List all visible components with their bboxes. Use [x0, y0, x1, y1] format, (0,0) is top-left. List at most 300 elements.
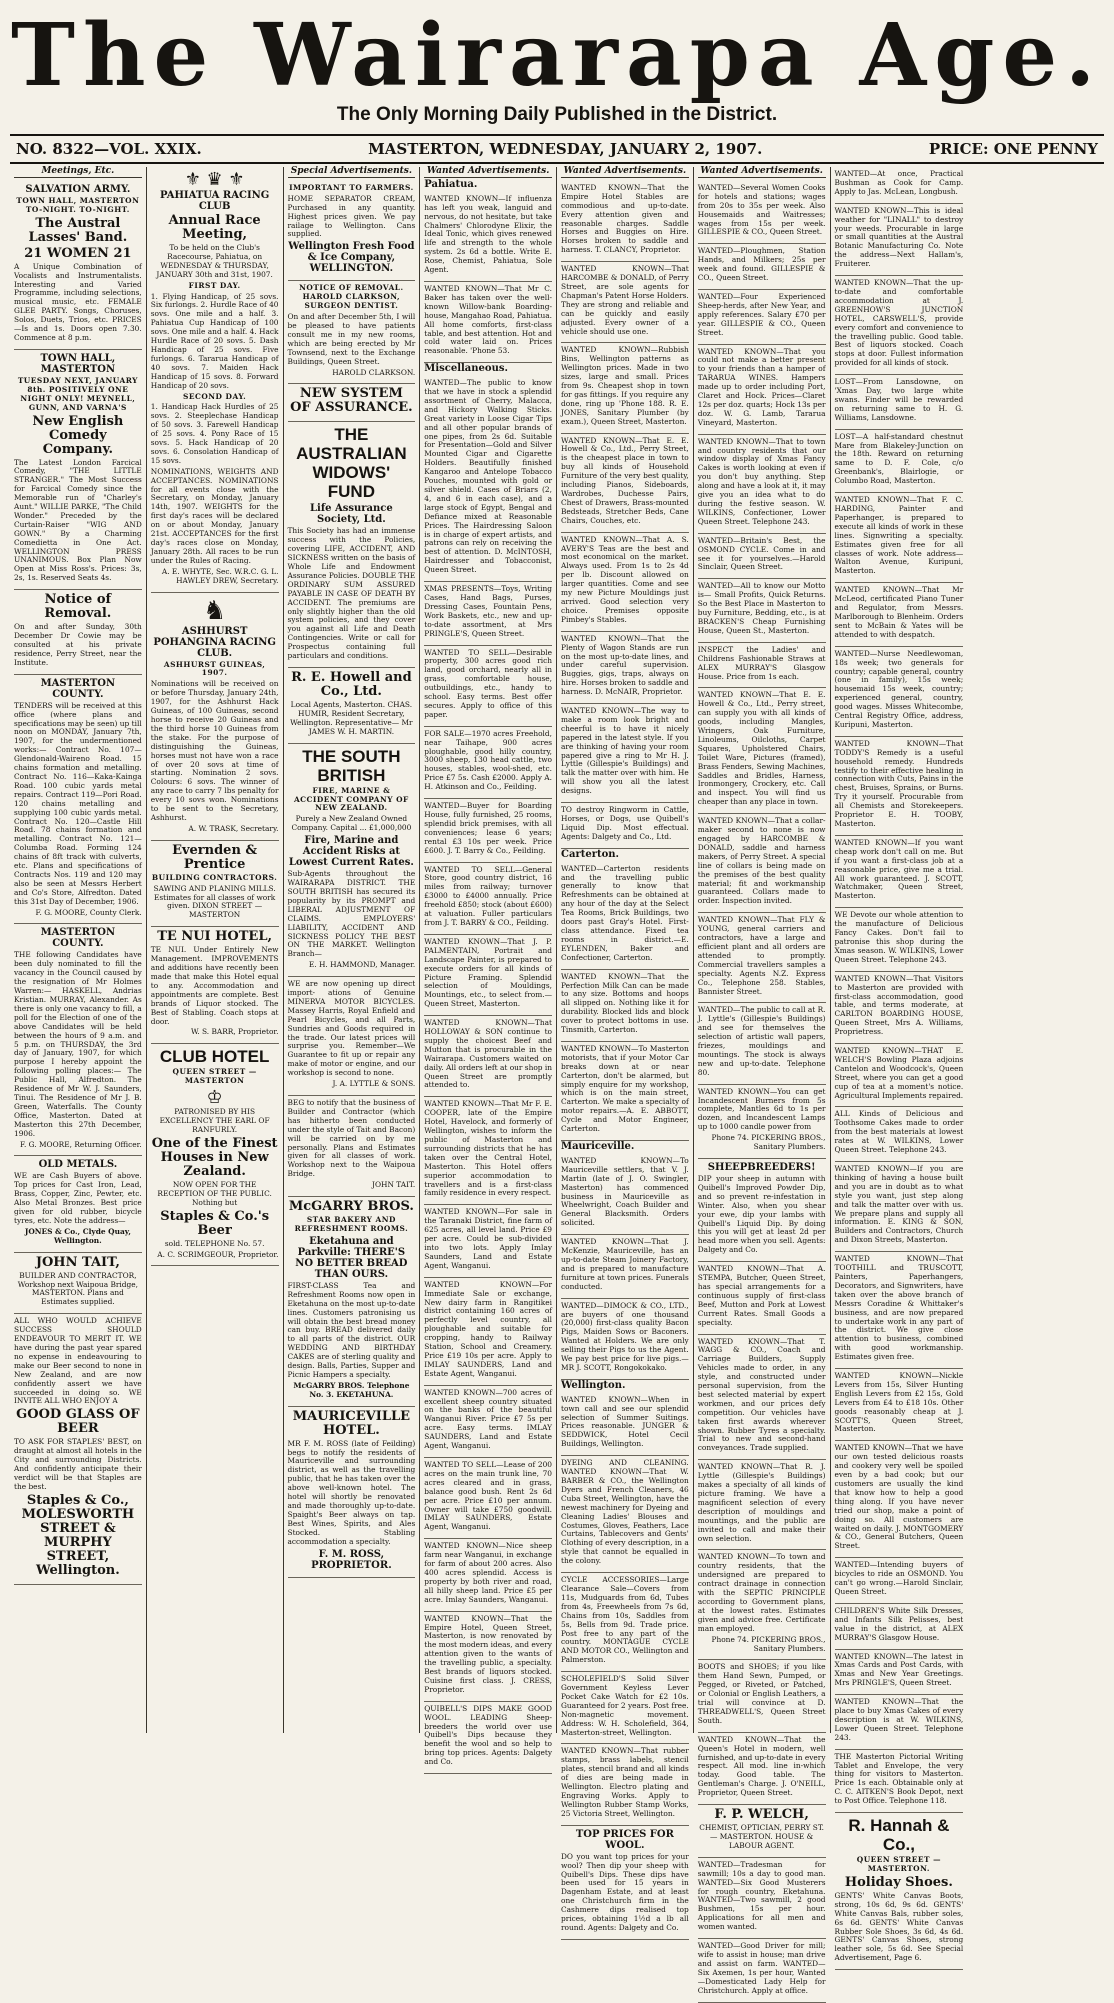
advertisement	[288, 281, 416, 384]
ad-text: SCHOLEFIELD'S Solid Silver Government Keyless Lever Pocket Cake Watch for £2 10s. Guaranteed for 2 years. Post free. Non-magnetic movement. Address: W. H. Scholefield, 364, Masterton-street, Wellington.	[561, 1674, 689, 1737]
ad-signature: A. W. TRASK, Secretary.	[188, 823, 279, 833]
ad-text: WANTED KNOWN—That we have our own tested delicious roasts and cookery very well be spoiled even by a bad cook; but our customers are usually the kind that know how to help a good thing along. If you have never tried our shop, make a point of doing so. All customers are waited on daily. J. MONTGOMERY & CO., General Butchers, Queen Street.	[834, 1443, 964, 1551]
advertisement	[835, 647, 964, 737]
ad-text: NOMINATIONS, WEIGHTS AND ACCEPTANCES. NOMINATIONS for all events close with the Secretary, on Monday, January 14th, 1907. WEIGHTS for the first day's races will be declared on or about Monday, January 21st. ACCEPTANCES for the first day's races close on Monday, January 28th. All races to be run under the Rules of Racing.	[150, 466, 279, 565]
advertisement	[698, 181, 826, 244]
advertisement	[14, 350, 142, 590]
advertisement	[561, 1744, 689, 1825]
advertisement	[698, 290, 826, 345]
masthead-subtitle: The Only Morning Daily Published in the District.	[336, 104, 778, 125]
advertisement	[151, 927, 279, 1044]
ad-text: WANTED TO SELL—Desirable property, 300 acres good rich land, good orchard, nearly all in grass, comfortable house, outbuildings, etc., handy to school. Easy terms. Best offer secures. Apply to office of this paper.	[424, 647, 552, 719]
ad-text: WANTED TO SELL—Lease of 200 acres on the main trunk line, 70 acres cleared and in grass, balance good bush. Rent 2s 6d per acre. Price £10 per annum. Owner will take £750 goodwill. IMLAY SAUNDERS, Estate Agent, Wanganui.	[424, 1460, 552, 1532]
ad-text: WANTED KNOWN—That TODDY'S Remedy is a useful household remedy. Hundreds testify to their effective healing in connection with Cuts, Pains in the chest, Bruises, Sprains, or Burns. Try it yourself. Procurable from all Chemists and Storekeepers. Proprietor E. H. TOOBY, Masterton.	[834, 738, 964, 828]
advertisement	[14, 675, 142, 925]
place-date: MASTERTON, WEDNESDAY, JANUARY 2, 1907.	[368, 140, 763, 158]
ad-text: Sub-Agents throughout the WAIRARAPA DISTRICT. THE SOUTH BRITISH has secured its popularity by its PROMPT and LIBERAL ADJUSTMENT OF CLAIMS. EMPLOYERS' LIABILITY, ACCIDENT AND SICKNESS POLICY THE BEST ON THE MARKET. Wellington Branch—	[287, 869, 416, 959]
ad-signature: J. A. LYTTLE & SONS.	[332, 1079, 416, 1089]
ad-text: A Unique Combination of Vocalists and Instrumentalists. Interesting and Varied Programme, including selections, musical music, etc. FEMALE GLEE PARTY. Songs, Choruses, Solos, Duets, Trios, etc. PRICES—Is and 1s. Doors open 7.30. Commence at 8 p.m.	[14, 261, 142, 342]
advertisement	[424, 1386, 552, 1458]
advertisement	[835, 1604, 964, 1650]
ad-text: CYCLE ACCESSORIES—Large Clearance Sale—Covers from 11s, Mudguards from 6d, Tubes from 4s, Freewheels from 7s 6d, Chains from 10s, Saddles from 5s, Bells from 9d. Trade price. Post free to any part of the country. MONTAGUE CYCLE AND MOTOR CO., Wellington and Palmerston.	[561, 1575, 689, 1665]
ad-text: WANTED KNOWN—That HOLLOWAY & SON continue to supply the choicest Beef and Mutton that is procurable in the Wairarapa. Customers waited on daily. All orders left at our shop in Queen Street are promptly attended to.	[424, 1018, 552, 1090]
ad-text: ALL WHO WOULD ACHIEVE SUCCESS SHOULD ENDEAVOUR TO MERIT IT. WE have during the past year spared no expense in endeavouring to make our Beer second to none in New Zealand, and are now confidently assert we have succeeded in doing so. WE INVITE ALL WHO ENJOY A	[14, 1316, 142, 1406]
advertisement	[561, 1299, 689, 1380]
advertisement	[698, 435, 826, 534]
ad-text: WANTED KNOWN—That TOOTHILL and TRUSCOTT, Painters, Paperhangers, Decorators, and Signwriters, have taken over the above branch of Messrs Coradine & Whittaker's business, and are now prepared to undertake work in any part of the district. We give close attention to business, combined with good workmanship. Estimates given free.	[834, 1254, 964, 1362]
ad-signature: McGARRY BROS. Telephone No. 3. EKETAHUNA.	[293, 1380, 410, 1399]
ad-text: WANTED—Good Driver for mill; wife to assist in house; man drive and assist on farm. WANTED—Six Axemen, 1s per hour, Wanted—Domesticated Lady Help for Christchurch. Apply at office.	[697, 1941, 826, 1995]
advertisement	[424, 1278, 552, 1386]
advertisement	[835, 908, 964, 971]
advertisement	[835, 430, 964, 493]
column-heading: Meetings, Etc.	[14, 167, 142, 178]
advertisement	[424, 1702, 552, 1774]
ad-title: THE AUSTRALIAN WIDOWS' FUND	[296, 425, 407, 502]
advertisement	[288, 977, 416, 1096]
ad-text: 1. Handicap Hack Hurdles of 25 sovs. 2. Steeplechase Handicap of 50 sovs. 3. Farewell Handicap of 25 sovs. 4. Pony Race of 15 sovs. 5. Hack Handicap of 20 sovs. 6. Consolation Handicap of 15 sovs.	[150, 402, 279, 465]
ad-text: WANTED KNOWN—That A. S. AVERY'S Teas are the best and most economical on the market. Always used. From 1s to 2s 4d per lb. Discount allowed on larger quantities. Come and see my new Picture Mouldings just arrived. Good selection very choice. Premises opposite Pimbey's Stables.	[561, 534, 689, 624]
ad-title: TOP PRICES FOR WOOL.	[575, 1828, 674, 1851]
ad-text: LOST—From Lansdowne, on 'Xmas Day, two large white swans. Finder will be rewarded on returning same to H. G. Williams, Lansdowne.	[834, 377, 964, 422]
advertisement	[835, 1044, 964, 1107]
advertisement	[424, 1458, 552, 1539]
ad-title: MASTERTON COUNTY.	[40, 927, 116, 950]
ad-title: ASHHURST POHANGINA RACING CLUB.	[153, 625, 276, 659]
ad-text: To be held on the Club's Racecourse, Pahiatua, on WEDNESDAY & THURSDAY, JANUARY 30th and 31st, 1907.	[156, 243, 273, 279]
ad-text: WANTED KNOWN—That the Empire Hotel Stables are commodious and up-to-date. Every attention given and reasonable charges. Saddle Horses and Buggies on Hire. Horses broken to saddle and harness. T. CLANCY, Proprietor.	[561, 182, 689, 255]
ad-title: MAURICEVILLE HOTEL.	[292, 1408, 411, 1438]
advertisement	[14, 1314, 142, 1585]
ad-text: WANTED KNOWN—That the Queen's Hotel in modern, well furnished, and up-to-date in every respect. All mod. line in-which today. Good table. The Gentleman's Charge. J. O'NEILL, Proprietor, Queen Street.	[697, 1734, 826, 1798]
ad-title: TE NUI HOTEL,	[157, 929, 273, 945]
ad-text: WANTED KNOWN—That the place to buy Xmas Cakes of every description is at W. WILKINS, Lower Queen Street. Telephone 243.	[834, 1697, 964, 1742]
advertisement	[14, 1253, 142, 1315]
advertisement	[288, 1197, 416, 1407]
advertisement	[835, 204, 964, 276]
ad-text: WANTED KNOWN—That the Plenty of Wagon Stands are run on the most up-to-date lines, and under careful supervision. Buggies, gigs, traps, always on hire. Horses broken to saddle and harness. D. McNAIR, Proprietor.	[561, 633, 689, 697]
ad-signature: HAROLD CLARKSON.	[332, 367, 416, 377]
advertisement	[561, 704, 689, 803]
ad-signature: Wellington Fresh Food & Ice Company, WELLINGTON.	[288, 241, 415, 275]
advertisement	[288, 181, 416, 281]
advertisement	[835, 1252, 964, 1369]
advertisement	[288, 1096, 416, 1197]
advertisement	[288, 744, 416, 978]
advertisement	[698, 1805, 826, 1858]
ad-signature: JONES & Co., Clyde Quay, Wellington.	[24, 1226, 131, 1245]
advertisement	[698, 1550, 826, 1660]
ad-headline: Staples & Co.'s Beer	[160, 1208, 270, 1238]
ad-text: WANTED KNOWN—The latest in Xmas Cards and Post Cards, with Xmas and New Year Greetings. Mrs PRINGLE'S, Queen Street.	[834, 1651, 964, 1688]
ad-text: WANTED KNOWN—You can get Incandescent Burners from 5s complete, Mantles 6d to 1s per dozen, and Incandescent Lamps up to 1000 candle power from	[697, 1086, 826, 1132]
ad-text: WANTED KNOWN—That Mr McLeod, certificated Piano Tuner and Regulator, from Messrs. Marlborough to Blenheim. Orders sent to McBain & Yates will be attended to with despatch.	[834, 585, 964, 639]
advertisement	[561, 1672, 689, 1744]
advertisement	[835, 1695, 964, 1750]
ad-text: WANTED KNOWN—If you want cheap work don't call on me. But if you want a first-class job at a reasonable price, give me a trial. All work guaranteed. J. SCOTT, Watchmaker, Queen Street, Masterton.	[834, 837, 964, 901]
ad-signature: Phone 74. PICKERING BROS., Sanitary Plumbers.	[711, 1634, 826, 1653]
advertisement	[424, 282, 552, 363]
ad-headline: Holiday Shoes.	[844, 1874, 953, 1890]
ad-subhead: NOTICE OF REMOVAL. HAROLD CLARKSON, SURGEON DENTIST.	[299, 283, 404, 311]
ad-text: WANTED KNOWN—For sale in the Taranaki District, fine farm of 625 acres, all level land. Price £9 per acre. Could be sub-divided into two lots. Apply Imlay Saunders, Land and Estate Agent, Wanganui.	[424, 1207, 552, 1270]
column-4	[420, 166, 557, 1767]
advertisement	[14, 590, 142, 675]
advertisement	[698, 1939, 826, 2002]
ad-title: TOWN HALL, MASTERTON	[40, 352, 116, 375]
ad-text: WANTED KNOWN—If influenza has left you weak, languid and nervous, do not hesitate, but take Chalmers' Chlorodyne Elixir, the Ideal Tonic, which gives renewed life and strength to the whole system. 2s 6d a bottle. Write E. Rose, Chemist, Pahiatua, Sole Agent.	[424, 193, 552, 275]
advertisement	[561, 1456, 689, 1573]
ad-text: WANTED KNOWN—That rubber stamps, brass labels, stencil plates, stencil brand and all kinds of dies are being made in Wellington. Electro plating and Engraving Works. Apply to Wellington Rubber Stamp Works, 25 Victoria Street, Wellington.	[561, 1746, 689, 1818]
advertisement	[835, 836, 964, 908]
ad-text: CHILDREN'S White Silk Dresses, and Infants Silk Pelisses, best value in the district, at ALEX MURRAY'S Glasgow House.	[834, 1605, 964, 1642]
ad-text: INSPECT the Ladies' and Childrens Fashionable Straws at ALEX MURRAY'S Glasgow House. Price from 1s each.	[697, 644, 826, 681]
ad-text: WANTED KNOWN—That to town and country residents that our window display of Xmas Fancy Cakes is worth looking at even if you don't buy anything. Step along and have a look at it, it may give you an idea what to do during the festive season. W. WILKINS, Confectioner, Lower Queen Street. Telephone 243.	[697, 436, 826, 526]
advertisement	[561, 970, 689, 1042]
ad-headline: One of the Finest Houses in New Zealand.	[151, 1135, 278, 1179]
section-heading: Mauriceville.	[561, 1141, 635, 1152]
ad-text: This Society has had an immense success with the Policies, covering LIFE, ACCIDENT, AND SICKNESS written on the basis of Whole Life and Endowment Assurance Policies. DOUBLE THE ORDINARY SUM ASSURED PAYABLE IN CASE OF DEATH BY ACCIDENT. The premiums are only slightly higher than the old system policies, and they cover you against all Life and Death Contingencies. Write or call for Prospectus containing full particulars and conditions.	[287, 526, 416, 661]
ad-text: WANTED KNOWN—That HARCOMBE & DONALD, of Perry Street, are sole agents for Chapman's Patent Horse Holders. They are strong and reliable and can be quickly and easily adjusted. Every owner of a vehicle should use one.	[561, 264, 689, 336]
ad-text: BEG to notify that the business of Builder and Contractor (which has hitherto been conducted under the style of Tait and Bacon) will be carried on by me personally. Plans and Estimates given for all classes of work. Workshop next to the Waipoua Bridge.	[287, 1098, 416, 1179]
ad-text: WANTED KNOWN—That J. McKenzie, Mauriceville, has an up-to-date Steam Joinery Factory, and is prepared to manufacture furniture at town prices. Funerals conducted.	[561, 1237, 689, 1291]
advertisement	[424, 582, 552, 645]
ad-text: WANTED—Intending buyers of bicycles to ride an OSMOND. You can't go wrong.—Harold Sinclair, Queen Street.	[834, 1560, 964, 1596]
ad-title: THE SOUTH BRITISH	[302, 746, 401, 785]
advertisement	[698, 1085, 826, 1159]
ad-signature: F. G. MOORE, County Clerk.	[35, 907, 142, 917]
ad-text: PATRONISED BY HIS EXCELLENCY THE EARL OF RANFURLY.	[159, 1107, 270, 1134]
ad-text: WE are now opening up direct import- ations of Genuine MINERVA MOTOR BICYCLES. Massey Harris, Royal Enfield and Pearl Bicycles, and all Parts, Sundries and Goods required in the trade. Our latest prices will surprise you. Remember—We Guarantee to fit up or repair any make of motor or engine, and our workshop is second to none.	[287, 979, 416, 1078]
advertisement	[835, 493, 964, 583]
ad-text: WANTED KNOWN—If you are thinking of having a house built and you are in doubt as to what style you want, just step along and talk the matter over with us. We prepare plans and supply all information. E. KING & SON, Builders and Contractors, Church and Dixon Streets, Masterton.	[834, 1164, 964, 1245]
ad-text: WANTED KNOWN—That F. C. HARDING, Painter and Paperhanger, is prepared to execute all kinds of work in these lines. Signwriting a specialty. Estimates given free for all classes of work. Note address—Walton Avenue, Kuripuni, Masterton.	[834, 495, 964, 576]
advertisement	[698, 1262, 826, 1334]
ad-signature: JOHN TAIT.	[371, 1180, 416, 1190]
advertisement	[561, 862, 689, 970]
ad-text: WANTED—Tradesman for sawmill; 10s a day to good man. WANTED—Six Good Musterers for rough country, Eketahuna. WANTED—Two sawmill, 2 good Bushmen, 15s per hour. Applications for all men and women wanted.	[697, 1859, 826, 1932]
advertisement	[835, 1107, 964, 1162]
advertisement	[561, 262, 689, 343]
ad-title: MASTERTON COUNTY.	[40, 677, 116, 700]
ad-text: WANTED KNOWN—That you could not make a better present to your friends than a hamper of TARARUA WINES. Hampers made up to order including Port, Claret and Hock. Prices—Claret 12s per doz. quarts; Hock 13s per doz. W. G. Lamb, Tararua Vineyard, Masterton.	[697, 346, 826, 427]
ad-text: The Latest London Farcical Comedy, "THE LITTLE STRANGER." The Most Success for Farcical Comedy since the Memorable run of "Charley's Aunt." WILLIE PARKE, "The Child Wonder." Preceded by the Curtain-Raiser "WIG AND GOWN." By a Charming Comedietta in One Act. WELLINGTON PRESS UNANIMOUS. Box Plan Now Open at Miss Ross's. Prices: 3s, 2s, 1s. Reserved Seats 4s.	[14, 457, 142, 583]
ad-text: WANTED—DIMOCK & CO., LTD., are buyers of one thousand (20,000) first-class quality Bacon Pigs, Maiden Sows or Baconers. Wanted at Holders. We are only selling their Pigs to us the Agent. We pay best price for live pigs.—MR J. SCOTT, Rongokokako.	[561, 1300, 689, 1372]
column-6	[694, 166, 831, 1995]
advertisement	[698, 1660, 826, 1732]
racehorse-icon: ♞	[202, 595, 227, 626]
advertisement	[835, 1650, 964, 1696]
ad-title: R. E. Howell and Co., Ltd.	[291, 670, 412, 699]
ad-text: BOOTS and SHOES; if you like them Hand Sewn, Pumped, or Pegged, or Riveted, or Patched, or Colonial or English Leathers, a trial will convince at D. THREADWELL'S, Queen Street South.	[697, 1662, 826, 1725]
advertisement	[835, 1369, 964, 1441]
section-heading: Miscellaneous.	[424, 363, 508, 375]
advertisement	[561, 803, 689, 849]
advertisement	[835, 1558, 964, 1604]
ad-subhead: BUILDING CONTRACTORS.	[151, 872, 278, 882]
ad-text: WANTED KNOWN—That the Perfection Milk Can can be made to any size. Bottoms and hoops all slipped on. Nothing like it for durability. Blocked lids and block cover to protect bottoms in use. Tinsmith, Carterton.	[561, 971, 689, 1035]
ad-text: WANTED KNOWN—When in town call and see our splendid selection of Summer Suitings. Prices reasonable. JUNGER & SEDDWICK, Hotel Cecil Buildings, Wellington.	[561, 1394, 689, 1449]
advertisement	[288, 384, 416, 422]
ad-text: WANTED KNOWN—Rubbish Bins, Wellington patterns as Wellington prices. Made in two sizes, large and small. Prices from 9s. Cheapest shop in town for gas fittings. If you require any done, ring up 'Phone 188. R. E. JONES, Sanitary Plumber (by exam.), Queen Street, Masterton.	[561, 345, 689, 426]
ad-signature: E. H. HAMMOND, Manager.	[308, 960, 416, 970]
ad-title: The Austral Lasses' Band.	[28, 215, 128, 245]
advertisement	[698, 1460, 826, 1550]
ad-signature: F. M. ROSS, PROPRIETOR.	[311, 1548, 392, 1571]
ad-subhead: ASHHURST GUINEAS, 1907.	[163, 659, 266, 678]
advertisement	[424, 1612, 552, 1702]
advertisement	[698, 345, 826, 435]
ad-text: WANTED—The public to call at R. J. Lyttle's (Gillespie's Buildings) and see for themselves the selection of artistic wall papers, friezes, mouldings and mountings. The stock is always new and up-to-date. Telephone 80.	[697, 1005, 826, 1077]
ad-text: WANTED—Buyer for Boarding House, fully furnished, 25 rooms, splendid brick premises, with all conveniences; lease 6 years; rental £3 10s per week. Price £600. J. T. Barry & Co., Feilding.	[424, 801, 552, 855]
section-heading: Wellington.	[561, 1379, 626, 1391]
ad-text: WANTED KNOWN—To Masterton motorists, that if your Motor Car breaks down at or near Carterton, don't be alarmed, but simply enquire for my workshop, which is on the main street, Carterton. We make a specialty of motor repairs.—A. E. ABBOTT, Cycle and Motor Engineer, Carterton.	[561, 1043, 689, 1134]
advertisement	[424, 1097, 552, 1205]
advertisement	[835, 1441, 964, 1558]
ad-text: DO you want top prices for your wool? Then dip your sheep with Quibell's Dips. These dips have been used for 15 years in Dagenham Estate, and at least one Christchurch firm in the Cashmere dips realised top prices, obtaining 1½d a lb all round. Agents: Dalgety and Co.	[561, 1851, 689, 1932]
advertisement	[835, 167, 964, 204]
advertisement	[835, 972, 964, 1044]
masthead-title: The Wairarapa Age.	[10, 5, 1104, 106]
advertisement	[835, 1750, 964, 1813]
advertisement	[835, 737, 964, 836]
advertisement	[561, 1154, 689, 1235]
ad-text: Nominations will be received on or before Thursday, January 24th, 1907, for the Ashhurst Hack Guineas, of 100 Guineas, second horse to receive 20 Guineas and the third horse 10 Guineas from the stake. For the purpose of distinguishing the Guineas, horses must not have won a race of over 20 sovs at time of starting. Nomination 2 sovs. Colours: 6 sovs. The winner of any race to carry 7 lbs penalty for every 10 sovs won. Nominations to be sent to the Secretary, Ashhurst.	[150, 679, 279, 822]
ad-title: F. P. WELCH,	[714, 1807, 809, 1823]
advertisement	[698, 1335, 826, 1461]
ad-text: WANTED KNOWN—That Mr C. Baker has taken over the well-known Willow-bank Boarding-house, Mangahao Road, Pahiatua. All home comforts, first-class table, and best attention. Hot and cold water laid on. Prices reasonable. 'Phone 53.	[424, 283, 552, 356]
ad-text: THE following Candidates have been duly nominated to fill the vacancy in the Council caused by the resignation of Mr Holmes Warren:— HASKELL, Andrias Kristian. MURRAY, Alexander. As there is only one vacancy to fill, a poll for the Election of one of the above Candidates will be held between the hours of 9 a.m. and 5 p.m. on THURSDAY, the 3rd day of January, 1907, for which purpose I hereby appoint the following polling places:— The Public Hall, Alfredton. The Residence of Mr W. J. Saunders, Tinui. The Residence of Mr J. B. Green, Waterfalls. The County Office, Masterton. Dated at Masterton this 27th December, 1906.	[14, 950, 142, 1138]
ad-text: WANTED KNOWN—That E. E. Howell & Co., Ltd., Perry street, can supply you with all kinds of goods, including Mangles, Wringers, Oak Furniture, Linoleums, Oilcloths, Carpet Squares, Upholstered Chairs, Toilet Ware, Pictures (framed), Brass Fenders, Sewing Machines, Saddles and Bridles, Harness, Ironmongery, Crockery, etc. Call and inspect. You will find us cheaper than any place in town.	[697, 690, 826, 807]
advertisement	[698, 244, 826, 290]
ad-title: NEW SYSTEM OF ASSURANCE.	[290, 386, 413, 416]
advertisement	[288, 1407, 416, 1578]
advertisement	[698, 1858, 826, 1939]
ad-text: On and after December 5th, I will be pleased to have patients consult me in my new rooms, which are being erected by Mr Townsend, next to the Exchange Buildings, Queen Street.	[287, 312, 416, 366]
ad-signature: Phone 74. PICKERING BROS., Sanitary Plumbers.	[711, 1133, 826, 1152]
advertisement	[424, 646, 552, 727]
advertisement	[561, 343, 689, 433]
ad-subhead: STAR BAKERY AND REFRESHMENT ROOMS.	[294, 1215, 409, 1233]
advertisement	[288, 422, 416, 668]
ad-title: SALVATION ARMY.	[25, 183, 131, 195]
column-5	[557, 166, 694, 1932]
ad-text: WANTED KNOWN—To town and country residents, that the undersigned are prepared to contract drainage in connection with the SEPTIC PRINCIPLE according to Government plans, at the lowest rates. Estimates given and advice free. Certificate man employed.	[697, 1552, 826, 1633]
advertisement	[14, 181, 142, 350]
advertisement	[424, 727, 552, 799]
advertisement	[698, 814, 826, 913]
ad-headline: Eketahuna and Parkville: THERE'S NO BETTER BREAD THAN OURS.	[295, 1235, 408, 1280]
advertisement	[151, 167, 279, 593]
advertisement	[698, 1159, 826, 1262]
ad-text: WANTED KNOWN—That the Empire Hotel, Queen Street, Masterton, is now renovated by the most modern ideas, and every attention given to the wants of the travelling public, a specialty. Best brands of liquors stocked. Cuisine first class. J. CRESS, Proprietor.	[424, 1613, 552, 1694]
ad-text: TO destroy Ringworm in Cattle, Horses, or Dogs, use Quibell's Liquid Dip. Most effectual. Agents: Dalgety and Co., Ltd.	[561, 805, 689, 841]
advertisement	[835, 375, 964, 430]
ad-text: TENDERS will be received at this office (where plans and specifications may be seen) up till noon on MONDAY, January 7th, 1907, for the undermentioned works:— Contract No. 107—Glendonald-Waireno Road. 15 chains formation and metalling. Contract No. 116—Kaka-Kainga Road. 100 cubic yards metal repairs. Contract 119—Pori Road. 120 chains metalling and supplying 100 cubic yards metal. Contract No. 120—Castle Hill Road. 78 chains formation and metalling. Contract No. 121—Columba Road. Forming 124 chains of 8ft track with culverts, etc. Plans and specifications of Contracts Nos. 119 and 120 may also be seen at Messrs Herbert and Co's Store, Alfredton. Dated this 31st Day of December, 1906.	[14, 700, 142, 906]
advertisement	[424, 192, 552, 282]
ad-title: Notice of Removal.	[44, 592, 112, 622]
advertisement	[424, 1016, 552, 1097]
ad-text: WANTED KNOWN—For Immediate Sale or exchange, New dairy farm in Rangitikei district containing 160 acres of perfectly level country, all ploughable and suitable for cropping, handy to Railway Station, School and Creamery. Price £19 10s per acre. Apply to IMLAY SAUNDERS, Land and Estate Agent, Wanganui.	[424, 1279, 552, 1378]
ad-text: Local Agents, Masterton. CHAS. HUMIR, Resident Secretary, Wellington. Representative— Mr JAMES W. H. MARTIN.	[290, 700, 413, 736]
ad-subhead: FIRST DAY.	[188, 280, 241, 290]
advertisement	[561, 1573, 689, 1672]
ad-text: XMAS PRESENTS—Toys, Writing Cases, Hand Bags, Purses, Dressing Cases, Fountain Pens, Work Baskets, etc., new and up-to-date assortment, at Mrs PRINGLE'S, Queen Street.	[424, 584, 552, 638]
ad-text: HOME SEPARATOR CREAM, Purchased in any quantity. Highest prices given. We pay railage to Wellington. Cans supplied.	[287, 193, 416, 239]
ad-text: WANTED TO SELL—General Store, good country district, 16 miles from railway; turnover £3000 to £4000 annually. Price freehold £850; stock (about £600) at valuation. Fuller particulars from J. T. BARRY & CO., Feilding.	[424, 864, 552, 927]
ad-subhead: IMPORTANT TO FARMERS.	[289, 182, 414, 192]
ad-subhead: QUEEN STREET — MASTERTON.	[856, 1855, 941, 1873]
ad-headline: 21 WOMEN 21	[24, 245, 132, 261]
ad-text: Purely a New Zealand Owned Company. Capital ... £1,000,000	[291, 814, 412, 833]
ad-text: NOW OPEN FOR THE RECEPTION OF THE PUBLIC. Nothing but	[157, 1179, 272, 1207]
ad-text: WANTED—Britain's Best, the OSMOND CYCLE. Come in and see it for yourselves.—Harold Sinclair, Queen Street.	[697, 535, 826, 572]
advertisement	[835, 1162, 964, 1252]
ad-text: WE Devote our whole attention to the manufacture of Delicious Fancy Cakes. Don't fail to patronise this shop during the Xmas season. W. WILKINS, Lower Queen Street. Telephone 243.	[834, 910, 964, 964]
ad-text: WANTED KNOWN—This is ideal weather for "LINALL" to destroy your weeds. Procurable in large or small quantities at the Austral Botanic Manufacturing Co. Note the address—Next Hallam's, Fruiterer.	[834, 205, 964, 269]
ad-text: TO ASK FOR STAPLES' BEST, on draught at almost all hotels in the City and surrounding Districts. And confidently anticipate their verdict will be that Staples are the best.	[14, 1437, 142, 1491]
ad-text: CHEMIST, OPTICIAN, PERRY ST. — MASTERTON. HOUSE & LABOUR AGENT.	[699, 1823, 825, 1850]
ad-signature: A. E. WHYTE, Sec. W.R.C. G. L. HAWLEY DREW, Secretary.	[161, 566, 279, 585]
advertisement	[561, 632, 689, 704]
ad-text: DYEING AND CLEANING. WANTED KNOWN—That W. BARBER & CO., the Wellington Dyers and French Cleaners, 46 Cuba Street, Wellington, have the newest machinery for Dyeing and Cleaning Ladies' Blouses and Costumes, Gloves, Feathers, Lace Curtains, Tablecovers and Gents' Clothing of every description, in a style that cannot be equalled in the colony.	[561, 1458, 689, 1566]
ad-text: WANTED—All to know our Motto is— Small Profits, Quick Returns. So the Best Place in Masterton to buy Furniture, Bedding, etc., is at BRACKEN'S Cheap Furnishing House, Queen St., Masterton.	[697, 581, 826, 635]
ad-text: WANTED KNOWN—That Mr F. E. COOPER, late of the Empire Hotel, Havelock, and formerly of Wellington, wishes to inform the public of Masterton and surrounding districts that he has taken over the Central Hotel, Masterton. This Hotel offers superior accommodation to travellers and is a first-class family residence in every respect.	[424, 1099, 552, 1198]
ad-text: WANTED KNOWN—That Visitors to Masterton are provided with first-class accommodation, good table, and terms moderate, at CARLTON BOARDING HOUSE, Queen Street, Mrs A. Williams, Proprietress.	[834, 973, 964, 1037]
ad-text: BUILDER AND CONTRACTOR, Workshop next Waipoua Bridge, MASTERTON. Plans and Estimates supplied.	[17, 1270, 138, 1307]
ad-text: WE are Cash Buyers of above. Top prices for Cast Iron, Lead, Brass, Copper, Zinc, Pewter, etc. Also Metal Bronzes. Best price given for old rubber, bicycle tyres, etc. Note the address—	[14, 1171, 142, 1225]
crest-icon: ⚜ ♛ ⚜	[184, 169, 245, 190]
ad-text: WANTED—Four Experienced Sheep-herds, after New Year, and apply references. Salary £70 per year. GILLESPIE & CO., Queen Street.	[697, 291, 826, 337]
advertisement	[424, 863, 552, 935]
ad-text: QUIBELL'S DIPS MAKE GOOD WOOL. LEADING Sheep-breeders the world over use Quibell's Dips because they benefit the wool and so help to bring top prices. Agents: Dalgety and Co.	[424, 1703, 552, 1767]
advertisement	[561, 1042, 689, 1141]
issue-number: NO. 8322—VOL. XXIX.	[16, 140, 202, 158]
ad-subhead: QUEEN STREET — MASTERTON	[172, 1067, 257, 1086]
advertisement	[561, 181, 689, 262]
ad-text: TOWN HALL, MASTERTON TO-NIGHT. TO-NIGHT.	[16, 195, 140, 214]
ad-text: FOR SALE—1970 acres Freehold, near Taihape, 900 acres ploughable, good hilly country, 3000 sheep, 130 head cattle, two houses, stables, wool-shed, etc. Price £7 5s. Cash £2000. Apply A. H. Atkinson and Co., Feilding.	[424, 728, 552, 792]
ad-text: TUESDAY NEXT, JANUARY 8th. POSITIVELY ONE NIGHT ONLY! MEYNELL, GUNN, AND VARNA'S	[17, 375, 138, 412]
ad-text: WANTED KNOWN—That R. J. Lyttle (Gillespie's Buildings) makes a specialty of all kinds of picture framing. We have a magnificent selection of every description of mouldings and mountings, and the public are invited to call and make their own selection.	[697, 1462, 826, 1543]
advertisement	[835, 583, 964, 646]
ad-text: DIP your sheep in autumn with Quibell's Improved Powder Dip, and so prevent re-infestation in Winter. Also, when you shear your ewe, dip your lambs with Quibell's Liquid Dip. By doing this you will get at least 2d per head more when you sell. Agents: Dalgety and Co.	[697, 1174, 826, 1255]
ad-text: WANTED KNOWN—That E. E. Howell & Co., Ltd., Perry Street, is the cheapest place in town to buy all kinds of Household Furniture of the very best quality, including Pianos, Sideboards, Wardrobes, Duchesse Pairs, Chest of Drawers, Brass-mounted Bedsteads, Stretcher Beds, Cane Chairs, Couches, etc.	[561, 435, 689, 525]
ad-title: SHEEPBREEDERS!	[707, 1162, 816, 1173]
advertisement	[698, 1003, 826, 1084]
column-heading: Wanted Advertisements.	[561, 167, 689, 178]
ad-headline: New English Comedy Company.	[32, 413, 124, 457]
advertisement	[288, 668, 416, 744]
column-7	[831, 167, 968, 1963]
advertisement	[424, 935, 552, 1016]
ad-headline: Life Assurance Society, Ltd.	[310, 503, 393, 526]
ad-text: WANTED KNOWN—That the up-to-date and comfortable accommodation at J. GREENHOW'S JUNCTION HOTEL, CARSWELL'S, provide every comfort and convenience to the travelling public. Good table. Best of liquors stocked. Coach stops at door. Fullest information provided for all kinds of stock.	[834, 278, 964, 368]
ad-subhead: FIRE, MARINE & ACCIDENT COMPANY OF NEW ZEALAND.	[293, 785, 409, 813]
ad-headline: Annual Race Meeting,	[168, 213, 261, 242]
section-heading: Pahiatua.	[424, 178, 478, 190]
ad-text: GENTS' White Canvas Boots, strong, 10s 6d, 9s 6d. GENTS' White Canvas Bals, rubber soles, 6s 6d. GENTS' White Canvas Rubber Sole Shoes, 3s 6d, 4s 6d. GENTS' Canvas Shoes, strong leather sole, 5s 6d. See Special Advertisement, Page 6.	[834, 1890, 964, 1963]
advertisement	[835, 276, 964, 375]
ad-title: McGARRY BROS.	[288, 1199, 414, 1215]
advertisement	[424, 799, 552, 862]
ad-text: WANTED KNOWN—That T. WAGG & CO., Coach and Carriage Builders, Supply Vehicles made to order, in any style, and constructed under personal supervision, from the best selected material by expert workmen, and our prices defy competition. Our vehicles have taken first awards wherever shown. Rubber Tyres a specialty. Trial to new and second-hand conveyances. Trade supplied.	[697, 1336, 826, 1453]
ad-text: WANTED—At once, Practical Bushman as Cook for Camp. Apply to Jas. McLean, Longbush.	[834, 169, 964, 196]
ad-text: FIRST-CLASS Tea and Refreshment Rooms now open in Eketahuna on the most up-to-date lines. Customers patronising us will obtain the best bread money can buy. BREAD delivered daily to all parts of the district. OUR WEDDING AND BIRTHDAY CAKES are of sterling quality and design. Balls, Parties, Supper and Picnic Hampers a specialty.	[287, 1280, 416, 1379]
advertisement	[698, 579, 826, 642]
ad-text: LOST—A half-standard chestnut Mare from Blakeley-Junction on the 18th. Reward on returning same to D. F. Cole, c/o Greenbank's, Blairlogie, or Columbo Road, Masterton.	[834, 431, 964, 486]
column-heading: Wanted Advertisements.	[698, 167, 826, 178]
ad-text: WANTED—Carterton residents and the travelling public generally to know that Refreshments can be obtained at any hour of the day at the Select Tea Rooms, Brick Buildings, two doors past Gray's Hotel. First-class attendance. Fixed tea rooms in district.—E. EYLENDEN, Baker and Confectioner, Carterton.	[561, 863, 689, 962]
column-2	[147, 167, 284, 1733]
ad-text: TE NUI. Under Entirely New Management. IMPROVEMENTS and additions have recently been made that make this Hotel equal to any. Accommodation and appointments are complete. Best brands of Liquor stocked. The Best of Stabling. Coach stops at door.	[150, 945, 279, 1026]
ad-text: WANTED—Several Women Cooks for hotels and stations; wages from 20s to 35s per week. Also Housemaids and Waitresses; wages from 15s per week. GILLESPIE & CO., Queen Street.	[697, 182, 826, 237]
advertisement	[561, 434, 689, 533]
column-1	[10, 167, 147, 1733]
ad-signature: W. S. BARR, Proprietor.	[190, 1027, 279, 1037]
ad-headline: Fire, Marine and Accident Risks at Lowest Current Rates.	[288, 835, 414, 869]
ad-signature: F. G. MOORE, Returning Officer.	[19, 1139, 142, 1149]
section-heading: Carterton.	[561, 848, 619, 860]
ad-text: On and after Sunday, 30th December Dr Cowie may be consulted at his private residence, Perry Street, near the Institute.	[14, 622, 142, 667]
ad-text: WANTED—Ploughmen, Station Hands, and Milkers; 25s per week and found. GILLESPIE & CO., Queen Street.	[697, 246, 826, 283]
ad-text: SAWING AND PLANING MILLS. Estimates for all classes of work given. DIXON STREET — MASTERTON	[153, 883, 276, 920]
ad-text: WANTED KNOWN—That a collar-maker second to none is now engaged by HARCOMBE & DONALD, saddle and harness makers, of Perry Street. A special line of collars is being made on the premises of the best quality material; fit and workmanship guaranteed. Collars made to order. Inspection invited.	[697, 816, 826, 906]
ad-text: WANTED KNOWN—To Mauriceville settlers, that V. J. Martin (late of J. O. Swingler, Masterton) has commenced business in Mauriceville as Wheelwright, Coach Builder and General Blacksmith. Orders solicited.	[561, 1155, 689, 1228]
ad-text: WANTED KNOWN—700 acres of excellent sheep country situated on the banks of the beautiful Wanganui River. Price £7 5s per acre. Easy terms. IMLAY SAUNDERS, Land and Estate Agent, Wanganui.	[424, 1387, 552, 1451]
price: PRICE: ONE PENNY	[928, 140, 1098, 158]
advertisement	[698, 1733, 826, 1805]
ad-text: 1. Flying Handicap, of 25 sovs. Six furlongs. 2. Hurdle Race of 40 sovs. One mile and a half. 3. Pahiatua Cup Handicap of 100 sovs. One mile and a half. 4. Hack Hurdle Race of 20 sovs. 5. Dash Handicap of 25 sovs. Five furlongs. 6. Tararua Handicap of 40 sovs. 7. Maiden Hack Handicap of 15 sovs. 8. Forward Handicap of 20 sovs.	[150, 291, 279, 390]
ad-text: ALL Kinds of Delicious and Toothsome Cakes made to order from the best materials at lowest rates at W. WILKINS, Lower Queen Street. Telephone 243.	[834, 1109, 964, 1155]
advertisement	[698, 643, 826, 689]
ad-title: Evernden & Prentice	[172, 842, 258, 872]
ad-headline: GOOD GLASS OF BEER	[16, 1407, 140, 1437]
ad-text: WANTED KNOWN—The way to make a room look bright and cheerful is to have it nicely papered in the latest style. If you are thinking of having your room papered give a ring to Mr H. J. Lyttle (Gillespie's Buildings) and talk the matter over with him. He will show you all the latest designs.	[561, 706, 689, 796]
ad-title: CLUB HOTEL	[159, 1047, 270, 1067]
ad-text: WANTED KNOWN—That J. P. PALMENTAIN, Portrait and Landscape Painter, is prepared to execute orders for all kinds of Picture Framing. Splendid selection of Mouldings, Mountings, etc., to select from.—Queen Street, Masterton.	[424, 936, 552, 1009]
royal-crest-icon: ♔	[206, 1087, 223, 1109]
ad-text: MR F. M. ROSS (late of Feilding) begs to notify the residents of Mauriceville and surrounding district, as well as the travelling public, that he has taken over the above well-known hotel. The hotel will shortly be renovated and made thoroughly up-to-date. Spaight's Beer always on tap. Best Wines, Spirits, and Ales Stocked. Stabling accommodation a specialty.	[287, 1438, 416, 1546]
ad-subhead: SECOND DAY.	[183, 391, 247, 401]
advertisement	[424, 376, 552, 582]
dateline	[10, 134, 1104, 164]
ad-signature: A. C. SCRIMGEOUR, Proprietor.	[157, 1249, 279, 1259]
advertisement	[561, 533, 689, 632]
advertisement	[14, 1156, 142, 1252]
ad-title: PAHIATUA RACING CLUB	[159, 190, 270, 212]
advertisement	[151, 1044, 279, 1266]
advertisement	[561, 1826, 689, 1940]
ad-text: sold. TELEPHONE No. 57.	[164, 1238, 265, 1248]
ad-text: WANTED—Nurse Needlewoman, 18s week; two generals for country; capable general, country (one in family), 15s week; housemaid 15s week, country; experienced general, country, good wages. Misses Whitecombe, Central Registry Office, address, Kuripuni, Masterton.	[834, 648, 964, 729]
ad-text: WANTED KNOWN—Nickle Levers from 15s, Silver Hunting English Levers from £2 15s, Gold Levers from £4 to £18 10s. Other goods reasonably cheap at J. SCOTT'S, Queen Street, Masterton.	[834, 1371, 964, 1434]
advertisement	[835, 1813, 964, 1970]
ad-title: OLD METALS.	[38, 1159, 118, 1171]
ad-title: R. Hannah & Co.,	[848, 1816, 950, 1855]
ad-text: WANTED KNOWN—That FLY & YOUNG, general carriers and contractors, have a large and efficient plant and all orders are attended to promptly. Commercial travellers samples a specialty. Agents N.Z. Express Co., Telephone 258. Stables, Bannister Street.	[697, 915, 826, 996]
masthead	[10, 6, 1104, 134]
advertisement	[561, 1393, 689, 1456]
column-3	[284, 167, 421, 1733]
ad-text: WANTED—The public to know that we have in stock a splendid assortment of Cherry, Malacca, and Hickory Walking Sticks. Great variety in Loose Cigar Tips and all other popular brands of one pipes, from 2s 6d. Suitable for Presentation—Gold and Silver Mounted Cigar and Cigarette Holders. Beautifully finished Kangaroo and Antelope Tobacco Pouches, mounted with gold or silver shield. Cases of Briars (2, 4, and 6 in each case), and a large stock of Egypt, Bengal and Defiance mixed at Reasonable Prices. The Hairdressing Saloon is in charge of expert artists, and patrons can rely on receiving the best of attention. D. McINTOSH, Hairdresser and Tobacconist, Queen Street.	[424, 378, 552, 575]
ad-title: JOHN TAIT,	[35, 1254, 120, 1270]
ad-text: WANTED KNOWN—That A. STEMPA, Butcher, Queen Street, has special arrangements for a continuous supply of first-class Beef, Mutton and Pork at Lowest Current Rates. Small Goods a specialty.	[697, 1264, 826, 1327]
column-heading: Special Advertisements.	[288, 167, 416, 178]
columns	[10, 166, 1104, 1995]
advertisement	[14, 924, 142, 1156]
column-heading: Wanted Advertisements.	[424, 167, 552, 178]
